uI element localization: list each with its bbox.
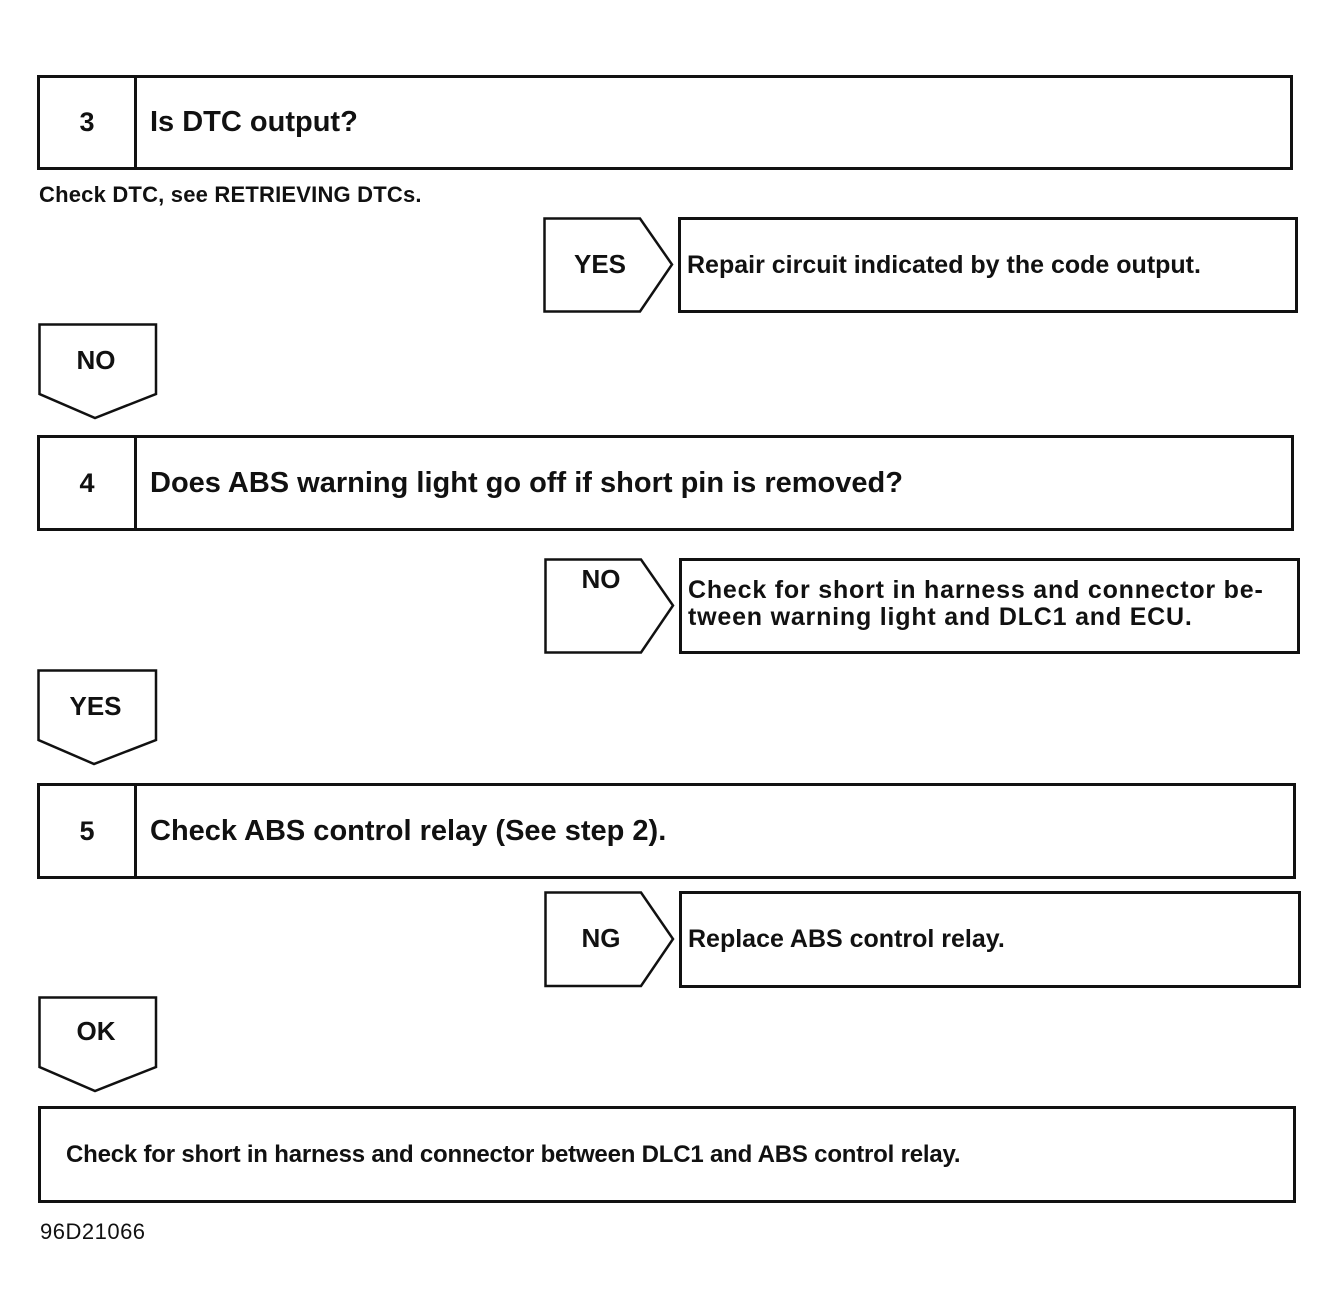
step-4-box: [37, 435, 1294, 531]
no-down-arrow: [38, 323, 158, 420]
yes-branch-label: YES: [573, 249, 627, 279]
step-3-note: Check DTC, see RETRIEVING DTCs.: [39, 182, 422, 207]
ng-branch-arrow: [544, 891, 678, 988]
no-branch-result-line-1: Check for short in harness and connector be-: [688, 576, 1264, 604]
ng-branch-label: NG: [581, 923, 621, 953]
ok-down-arrow: [38, 996, 158, 1093]
step-4-question: Does ABS warning light go off if short pin is removed?: [150, 466, 903, 499]
step-5-number: 5: [40, 786, 137, 876]
ok-down-label: OK: [76, 1016, 116, 1046]
ng-branch-result-text: Replace ABS control relay.: [688, 925, 1005, 953]
no-branch-result: [679, 558, 1300, 654]
no-down-label: NO: [76, 345, 116, 375]
yes-branch-result: [678, 217, 1298, 313]
no-branch-label: NO: [581, 564, 621, 594]
final-action-box: [38, 1106, 1296, 1203]
step-3-number: 3: [40, 78, 137, 167]
figure-id: 96D21066: [40, 1219, 146, 1244]
no-branch-result-line-2: tween warning light and DLC1 and ECU.: [688, 603, 1193, 631]
yes-branch-arrow: [543, 217, 677, 313]
ng-branch-result: [679, 891, 1301, 988]
yes-down-label: YES: [69, 691, 122, 721]
step-3-box: [37, 75, 1293, 170]
step-4-number: 4: [40, 438, 137, 528]
no-branch-arrow: [544, 558, 678, 654]
yes-branch-result-text: Repair circuit indicated by the code output.: [687, 250, 1201, 279]
step-5-box: [37, 783, 1296, 879]
step-5-question: Check ABS control relay (See step 2).: [150, 814, 667, 847]
yes-down-arrow: [37, 669, 158, 766]
final-action-text: Check for short in harness and connector between DLC1 and ABS control relay.: [66, 1140, 961, 1168]
step-3-question: Is DTC output?: [150, 106, 358, 138]
